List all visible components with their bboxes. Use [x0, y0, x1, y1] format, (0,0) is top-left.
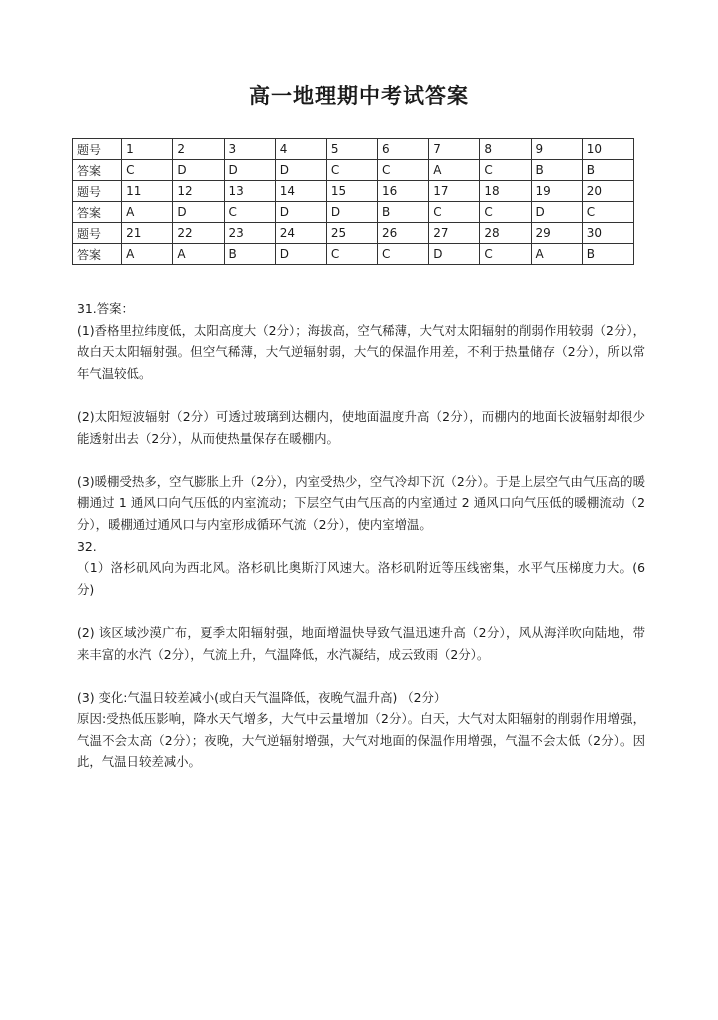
table-cell: C	[326, 244, 377, 265]
table-cell: 8	[480, 139, 531, 160]
table-row	[73, 160, 634, 181]
table-cell: B	[531, 160, 582, 181]
table-cell: B	[582, 160, 633, 181]
table-cell: C	[378, 244, 429, 265]
table-cell: C	[480, 202, 531, 223]
q31-heading: 31.答案：	[77, 301, 134, 316]
table-cell: 27	[429, 223, 480, 244]
answer-table	[72, 138, 634, 265]
row-label: 答案	[73, 160, 122, 181]
spacer	[77, 600, 645, 622]
q31-part2: (2)太阳短波辐射（2分）可透过玻璃到达棚内，使地面温度升高（2分），而棚内的地面长波辐射却很少能透射出去（2分），从而使热量保存在暖棚内。	[77, 408, 645, 446]
table-cell: A	[122, 244, 173, 265]
table-cell: B	[224, 244, 275, 265]
table-cell: A	[531, 244, 582, 265]
table-cell: D	[173, 160, 224, 181]
table-cell: 3	[224, 139, 275, 160]
q32-part3-reason: 原因:受热低压影响，降水天气增多，大气中云量增加（2分）。白天，大气对太阳辐射的削弱作用增强，气温不会太高（2分）；夜晚，大气逆辐射增强，大气对地面的保温作用增强，气温不会太低（2分）。因此，气温日较差减小。	[77, 711, 645, 770]
table-cell: D	[224, 160, 275, 181]
row-label: 题号	[73, 223, 122, 244]
spacer	[77, 665, 645, 687]
table-cell: 17	[429, 181, 480, 202]
row-label: 答案	[73, 244, 122, 265]
table-cell: D	[275, 160, 326, 181]
row-label: 题号	[73, 139, 122, 160]
table-cell: 19	[531, 181, 582, 202]
q31-part3: (3)暖棚受热多，空气膨胀上升（2分），内室受热少，空气冷却下沉（2分）。于是上层空气由气压高的暖棚通过 1 通风口向气压低的内室流动；下层空气由气压高的内室通过 2 通风口向气压低的暖棚流动（2分），暖棚通过通风口与内室形成循环气流（2分），使内室增温。	[77, 473, 645, 532]
table-cell: 23	[224, 223, 275, 244]
table-cell: B	[378, 202, 429, 223]
table-cell: 26	[378, 223, 429, 244]
q32-part3-change: (3) 变化:气温日较差减小(或白天气温降低，夜晚气温升高) （2分）	[77, 689, 447, 705]
table-cell: 4	[275, 139, 326, 160]
table-cell: 13	[224, 181, 275, 202]
table-cell: 20	[582, 181, 633, 202]
table-row	[73, 223, 634, 244]
table-cell: C	[480, 244, 531, 265]
table-cell: D	[531, 202, 582, 223]
spacer	[77, 449, 645, 471]
table-cell: 21	[122, 223, 173, 244]
table-cell: 11	[122, 181, 173, 202]
q32-part1: （1）洛杉矶风向为西北风。洛杉矶比奥斯汀风速大。洛杉矶附近等压线密集，水平气压梯度力大。(6分)	[77, 560, 645, 597]
table-cell: 1	[122, 139, 173, 160]
table-cell: C	[429, 202, 480, 223]
table-cell: B	[582, 244, 633, 265]
table-cell: 2	[173, 139, 224, 160]
spacer	[77, 384, 645, 406]
table-row	[73, 202, 634, 223]
table-cell: A	[429, 160, 480, 181]
table-cell: 10	[582, 139, 633, 160]
table-cell: C	[480, 160, 531, 181]
table-cell: 15	[326, 181, 377, 202]
table-cell: D	[275, 202, 326, 223]
table-cell: A	[173, 244, 224, 265]
q31-part1: (1)香格里拉纬度低，太阳高度大（2分）；海拔高，空气稀薄，大气对太阳辐射的削弱作用较弱（2分），故白天太阳辐射强。但空气稀薄，大气逆辐射弱，大气的保温作用差，不利于热量储存（2分），所以常年气温较低。	[77, 322, 645, 381]
table-cell: C	[224, 202, 275, 223]
table-cell: 16	[378, 181, 429, 202]
table-row	[73, 244, 634, 265]
q32-part2: (2) 该区域沙漠广布，夏季太阳辐射强，地面增温快导致气温迅速升高（2分），风从海洋吹向陆地，带来丰富的水汽（2分），气流上升，气温降低，水汽凝结，成云致雨（2分）。	[77, 624, 645, 662]
table-cell: 12	[173, 181, 224, 202]
table-cell: C	[378, 160, 429, 181]
table-cell: 24	[275, 223, 326, 244]
table-cell: 7	[429, 139, 480, 160]
table-cell: D	[173, 202, 224, 223]
table-cell: 5	[326, 139, 377, 160]
table-row	[73, 181, 634, 202]
table-cell: C	[582, 202, 633, 223]
table-cell: 18	[480, 181, 531, 202]
table-cell: 25	[326, 223, 377, 244]
table-cell: 29	[531, 223, 582, 244]
table-cell: D	[326, 202, 377, 223]
table-cell: D	[275, 244, 326, 265]
table-cell: 9	[531, 139, 582, 160]
answer-body	[77, 298, 645, 773]
table-cell: 30	[582, 223, 633, 244]
table-cell: A	[122, 202, 173, 223]
row-label: 题号	[73, 181, 122, 202]
row-label: 答案	[73, 202, 122, 223]
table-cell: 14	[275, 181, 326, 202]
table-cell: 22	[173, 223, 224, 244]
table-cell: D	[429, 244, 480, 265]
table-cell: C	[122, 160, 173, 181]
table-cell: 6	[378, 139, 429, 160]
table-cell: 28	[480, 223, 531, 244]
table-row	[73, 139, 634, 160]
q32-heading: 32.	[77, 538, 97, 554]
page-title: 高一地理期中考试答案	[249, 83, 469, 108]
table-cell: C	[326, 160, 377, 181]
